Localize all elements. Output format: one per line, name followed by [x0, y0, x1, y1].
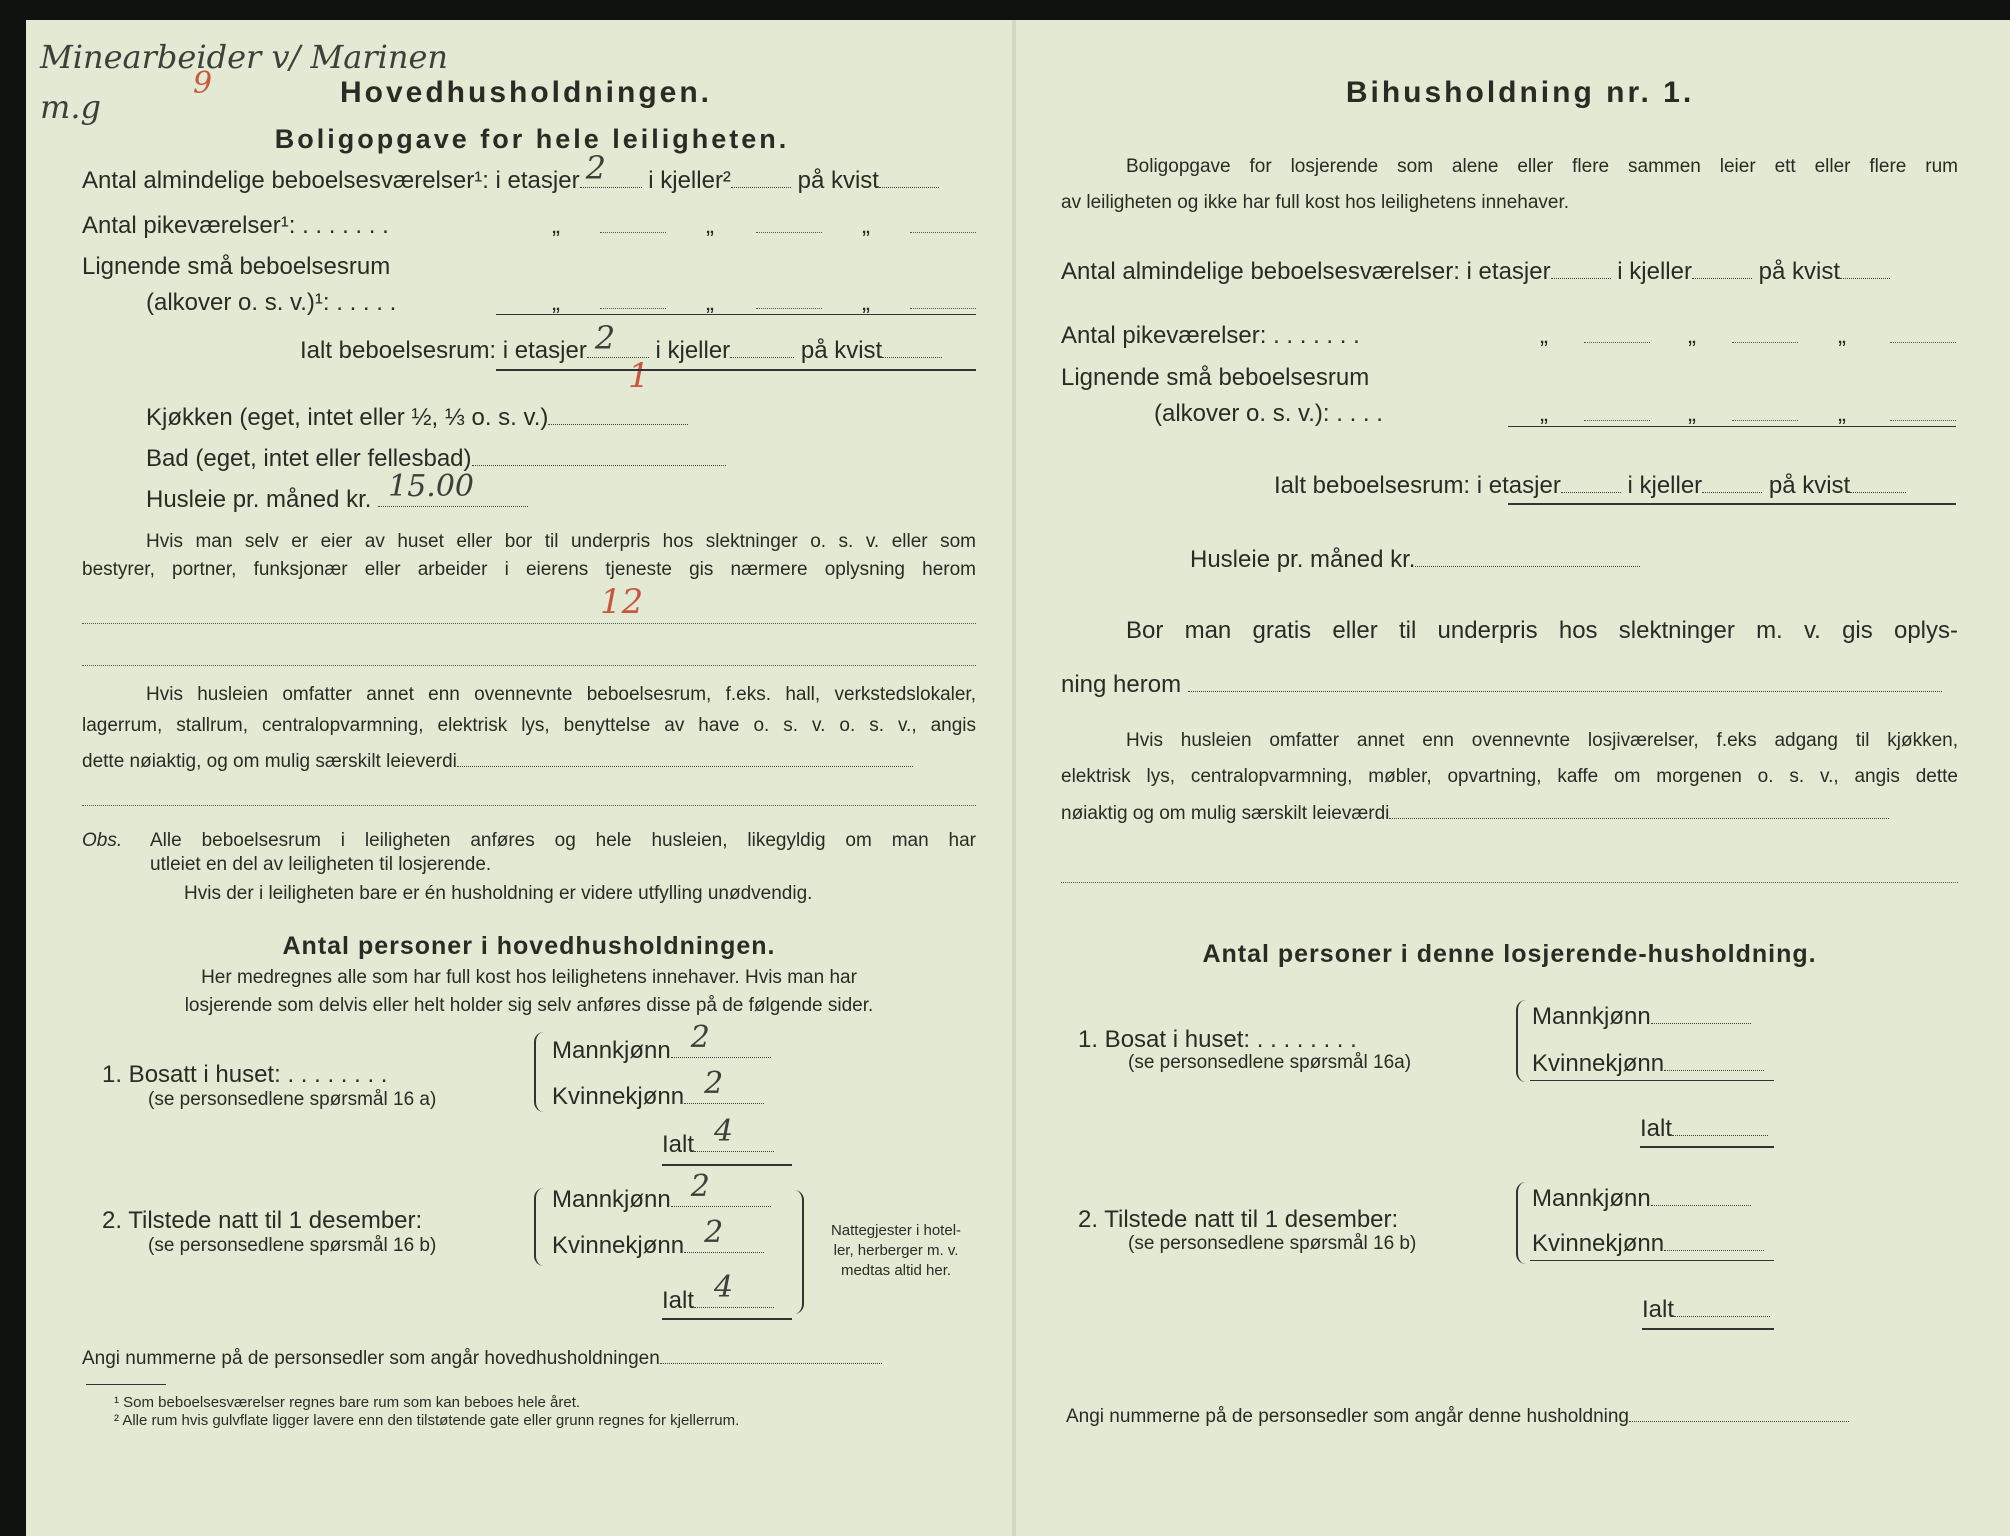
obs-line1: Alle beboelsesrum i leiligheten anføres og hele husleien, likegyldig om man har: [150, 830, 976, 851]
ditto-3: „: [862, 212, 870, 239]
right-q1-mann-field[interactable]: [1651, 1003, 1751, 1024]
right-bor-line2: [1061, 670, 1942, 700]
husleie-value: 15.00: [388, 469, 475, 504]
kjeller-label: i kjeller²: [648, 167, 731, 194]
ialt-etasjer-field[interactable]: [587, 319, 649, 358]
pike-label: Antal pikeværelser¹: . . . . . . .: [82, 212, 389, 239]
right-para-2: av leiligheten og ikke har full kost hos leilighetens innehaver.: [1061, 192, 1570, 213]
right-bor-line1: Bor man gratis eller til underpris hos slektninger m. v. gis oplys-: [1126, 617, 1958, 644]
q2-mann-value: 2: [690, 1169, 710, 1204]
kjokken-field[interactable]: [548, 404, 688, 425]
ialt-kvist-label: på kvist: [800, 337, 883, 364]
q2-ialt: [662, 1270, 774, 1316]
natt-note-3: medtas altid her.: [840, 1262, 952, 1279]
para2-line2: lagerrum, stallrum, centralopvarmning, elektrisk lys, benyttelse av have o. s. v. o. s. v., angis: [82, 715, 976, 736]
q1-ialt: [662, 1114, 774, 1160]
page-fold: [1012, 20, 1016, 1536]
right-angi: [1066, 1405, 1849, 1429]
q1-ialt-value: 4: [714, 1114, 734, 1149]
right-q2-label: 2. Tilstede natt til 1 desember:: [1078, 1206, 1399, 1233]
q2-kvinne-value: 2: [704, 1215, 724, 1250]
ialt-row: [300, 319, 942, 366]
kvist-field[interactable]: [879, 167, 939, 188]
right-etasjer-field[interactable]: [1551, 258, 1611, 279]
rooms-label: Antal almindelige beboelsesværelser¹: i etasjer: [82, 167, 580, 194]
right-ialt-kvist-field[interactable]: [1850, 472, 1906, 493]
handwritten-red-mark: 1: [628, 356, 650, 396]
right-q1-ialt-field[interactable]: [1672, 1115, 1768, 1136]
q1-mann-value: 2: [690, 1020, 710, 1055]
leieverdi-label: dette nøiaktig, og om mulig særskilt leieverdi: [82, 751, 457, 772]
right-title: Bihusholdning nr. 1.: [1345, 76, 1695, 109]
right-q2-sub: (se personsedlene spørsmål 16 b): [1128, 1233, 1417, 1254]
right-para2-1: Hvis husleien omfatter annet enn ovennevnte losjiværelser, f.eks adgang til kjøkken,: [1126, 730, 1958, 751]
left-persons-heading: Antal personer i hovedhusholdningen.: [282, 932, 776, 960]
q1-kvinne-field[interactable]: [684, 1066, 764, 1104]
right-q2-kvinne-field[interactable]: [1664, 1230, 1764, 1251]
right-q2-mann-field[interactable]: [1651, 1185, 1751, 1206]
handwritten-occupation: Minearbeider v/ Marinen: [40, 38, 449, 76]
q1-kvinne: [552, 1066, 764, 1112]
right-husleie-field[interactable]: [1415, 546, 1640, 567]
kvinne-label: Kvinnekjønn: [552, 1083, 685, 1110]
q2-kvinne: [552, 1215, 764, 1261]
ditto-5: „: [706, 289, 714, 316]
bad-field[interactable]: [472, 445, 726, 466]
alkover-label: (alkover o. s. v.)¹: . . . . .: [146, 289, 397, 316]
q2-mann: [552, 1169, 771, 1215]
handwritten-red-number: 9: [193, 66, 213, 101]
right-angi-label: Angi nummerne på de personsedler som angår denne husholdning: [1066, 1406, 1629, 1427]
mann-label: Mannkjønn: [1532, 1003, 1651, 1030]
angi-field[interactable]: [660, 1349, 882, 1364]
persons-para-1: Her medregnes alle som har full kost hos leilighetens innehaver. Hvis man har: [201, 967, 857, 988]
q2-mann-field[interactable]: [671, 1169, 771, 1207]
q2-sub: (se personsedlene spørsmål 16 b): [148, 1235, 437, 1256]
handwritten-red-number-2: 12: [600, 582, 644, 622]
right-rooms-row: [1061, 257, 1890, 287]
husleie-field[interactable]: [378, 469, 528, 507]
ialt-etasjer-value: 2: [594, 319, 616, 357]
right-leieverdi-line-2[interactable]: [1061, 882, 1958, 883]
natt-note-1: Nattegjester i hotel-: [830, 1222, 962, 1239]
right-q1-kvinne: [1532, 1049, 1764, 1079]
right-q1-ialt: [1640, 1114, 1768, 1144]
ialt-label: Ialt beboelsesrum: i etasjer: [300, 337, 587, 364]
right-angi-field[interactable]: [1629, 1407, 1849, 1422]
left-angi: [82, 1347, 882, 1371]
ialt-label: Ialt: [1640, 1115, 1673, 1142]
right-rooms-label: Antal almindelige beboelsesværelser: i etasjer: [1061, 258, 1551, 285]
ialt-kvist-field[interactable]: [882, 337, 942, 358]
herom-label: ning herom: [1061, 671, 1182, 698]
right-q2-ialt: [1642, 1295, 1770, 1325]
r-ditto-5: „: [1688, 400, 1696, 427]
mann-label: Mannkjønn: [1532, 1185, 1651, 1212]
leieverdi-field[interactable]: [457, 752, 913, 767]
kvinne-label: Kvinnekjønn: [552, 1232, 685, 1259]
r-ditto-3: „: [1838, 322, 1846, 349]
right-herom-field[interactable]: [1188, 671, 1942, 692]
handwritten-initials: m.g: [40, 88, 101, 126]
mann-label: Mannkjønn: [552, 1186, 671, 1213]
leieverdi-line-2[interactable]: [82, 805, 976, 806]
kvinne-label: Kvinnekjønn: [1532, 1230, 1665, 1257]
right-para2-3: [1061, 802, 1889, 826]
right-ialt-kvist-label: på kvist: [1768, 472, 1851, 499]
footnote-1: ¹ Som beboelsesværelser regnes bare rum som kan beboes hele året.: [114, 1394, 581, 1411]
right-husleie-row: [1190, 545, 1640, 575]
persons-para-2: losjerende som delvis eller helt holder sig selv anføres disse på de følgende sider.: [184, 995, 874, 1016]
right-q2-kvinne: [1532, 1229, 1764, 1259]
etasjer-field[interactable]: [580, 149, 642, 188]
right-husleie-label: Husleie pr. måned kr.: [1190, 546, 1416, 573]
ialt-label: Ialt: [1642, 1296, 1675, 1323]
obs-line3: Hvis der i leiligheten bare er én husholdning er videre utfylling unødvendig.: [184, 883, 813, 904]
herom-line-1[interactable]: [82, 623, 976, 624]
q1-label: 1. Bosatt i huset: . . . . . . . .: [102, 1061, 388, 1088]
right-q2-ialt-field[interactable]: [1674, 1296, 1770, 1317]
ditto-1: „: [552, 212, 560, 239]
right-ialt-row: [1274, 471, 1906, 501]
q2-ialt-value: 4: [714, 1270, 734, 1305]
para1-line2: bestyrer, portner, funksjonær eller arbeider i eierens tjeneste gis nærmere oplysning herom: [82, 559, 976, 580]
right-kjeller-label: i kjeller: [1617, 258, 1692, 285]
right-para2-2: elektrisk lys, centralopvarmning, møbler, opvartning, kaffe om morgenen o. s. v., angis dette: [1061, 766, 1958, 787]
right-pike-label: Antal pikeværelser: . . . . . . .: [1061, 322, 1360, 349]
husleie-row: [146, 469, 528, 515]
right-q1-sub: (se personsedlene spørsmål 16a): [1128, 1052, 1412, 1073]
footnote-2: ² Alle rum hvis gulvflate ligger lavere enn den tilstøtende gate eller grunn regnes for kjellerrum.: [114, 1412, 740, 1429]
ditto-4: „: [552, 289, 560, 316]
q1-ialt-field[interactable]: [694, 1114, 774, 1152]
right-kvist-label: på kvist: [1758, 258, 1840, 285]
right-para-1: Boligopgave for losjerende som alene eller flere sammen leier ett eller flere rum: [1126, 156, 1958, 177]
rooms-row: [82, 149, 939, 196]
husleie-label: Husleie pr. måned kr.: [146, 486, 372, 513]
obs-label: Obs.: [82, 830, 123, 851]
para1-line1: Hvis man selv er eier av huset eller bor til underpris hos slektninger o. s. v. eller som: [146, 531, 976, 552]
right-leieverdi-label: nøiaktig og om mulig særskilt leieværdi: [1061, 803, 1390, 824]
right-q1-kvinne-field[interactable]: [1664, 1050, 1764, 1071]
right-alkover-label: (alkover o. s. v.): . . . .: [1154, 400, 1383, 427]
right-q1-mann: [1532, 1002, 1751, 1032]
obs-line2: utleiet en del av leiligheten til losjerende.: [150, 854, 492, 875]
left-subtitle: Boligopgave for hele leiligheten.: [274, 124, 790, 154]
right-persons-heading: Antal personer i denne losjerende-husholdning.: [1202, 940, 1817, 968]
right-q1-label: 1. Bosat i huset: . . . . . . . .: [1078, 1026, 1357, 1053]
ditto-2: „: [706, 212, 714, 239]
r-ditto-2: „: [1688, 322, 1696, 349]
angi-label: Angi nummerne på de personsedler som angår hovedhusholdningen: [82, 1348, 660, 1369]
right-kvist-field[interactable]: [1840, 258, 1890, 279]
natt-note-2: ler, herberger m. v.: [833, 1242, 959, 1259]
ialt-kjeller-label: i kjeller: [655, 337, 731, 364]
ditto-6: „: [862, 289, 870, 316]
right-ialt-etasjer-field[interactable]: [1561, 472, 1621, 493]
q2-kvinne-field[interactable]: [684, 1215, 764, 1253]
para2-line1: Hvis husleien omfatter annet enn ovennevnte beboelsesrum, f.eks. hall, verkstedslokaler,: [146, 684, 976, 705]
herom-line-2[interactable]: [82, 665, 976, 666]
ialt-label: Ialt: [662, 1287, 695, 1314]
q2-ialt-field[interactable]: [694, 1270, 774, 1308]
right-ialt-kjeller-label: i kjeller: [1627, 472, 1703, 499]
kvist-label: på kvist: [797, 167, 879, 194]
bad-label: Bad (eget, intet eller fellesbad): [146, 445, 472, 472]
right-kjeller-field[interactable]: [1692, 258, 1752, 279]
lignende-label: Lignende små beboelsesrum: [82, 253, 391, 280]
kvinne-label: Kvinnekjønn: [1532, 1050, 1665, 1077]
kjokken-label: Kjøkken (eget, intet eller ½, ⅓ o. s. v.): [146, 404, 549, 431]
right-leieverdi-field[interactable]: [1389, 804, 1889, 819]
r-ditto-4: „: [1540, 400, 1548, 427]
q1-kvinne-value: 2: [704, 1066, 724, 1101]
right-ialt-label: Ialt beboelsesrum: i etasjer: [1274, 472, 1561, 499]
para2-line3: [82, 750, 913, 774]
kjokken-row: [146, 403, 688, 433]
kjeller-field[interactable]: [731, 167, 791, 188]
r-ditto-1: „: [1540, 322, 1548, 349]
q1-sub: (se personsedlene spørsmål 16 a): [148, 1089, 437, 1110]
r-ditto-6: „: [1838, 400, 1846, 427]
ialt-label: Ialt: [662, 1131, 695, 1158]
right-lignende-label: Lignende små beboelsesrum: [1061, 364, 1370, 391]
left-title: Hovedhusholdningen.: [340, 76, 712, 109]
etasjer-value: 2: [585, 149, 606, 187]
right-q2-mann: [1532, 1184, 1751, 1214]
q2-label: 2. Tilstede natt til 1 desember:: [102, 1207, 423, 1234]
mann-label: Mannkjønn: [552, 1037, 671, 1064]
ialt-kjeller-field[interactable]: [730, 337, 794, 358]
q1-mann: [552, 1020, 771, 1066]
q1-mann-field[interactable]: [671, 1020, 771, 1058]
right-ialt-kjeller-field[interactable]: [1702, 472, 1762, 493]
